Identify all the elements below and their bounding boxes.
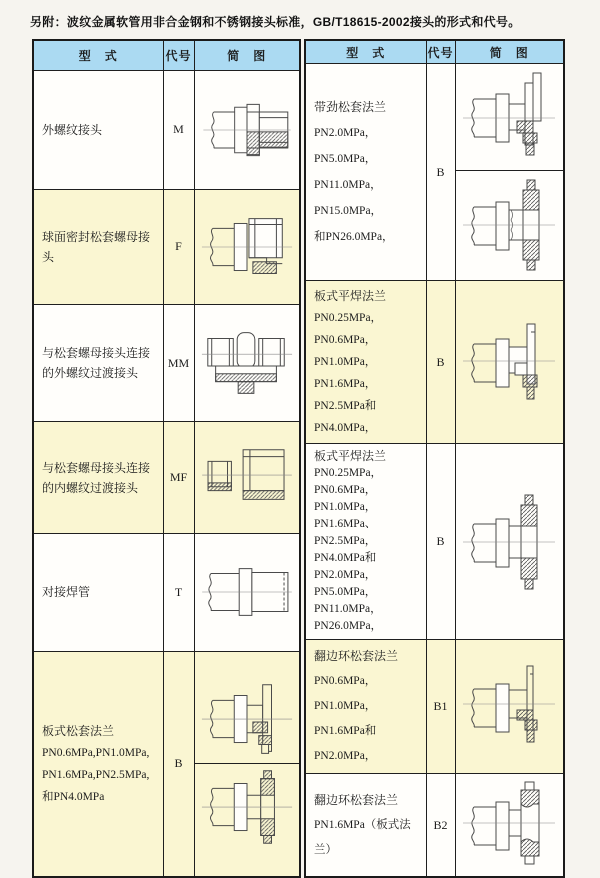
diagram-cell (455, 640, 564, 774)
right-fitting-table (304, 39, 565, 878)
table-row-f (33, 189, 300, 304)
type-cell: 与松套螺母接头连接的外螺纹过渡接头 (33, 304, 163, 422)
type-cell (305, 774, 426, 878)
table-row-t (33, 533, 300, 651)
type-cell (305, 640, 426, 774)
external-thread-transition-diagram (195, 324, 300, 402)
type-cell: 球面密封松套螺母接头 (33, 189, 163, 304)
type-lines: 带劲松套法兰 PN2.0MPa，PN5.0MPa， PN11.0MPa，PN15.0MPa， 和PN26.0MPa， (314, 100, 394, 243)
spherical-seal-nut-diagram (195, 208, 300, 286)
col-header-code: 代号 (426, 40, 455, 64)
diagram-cell (194, 304, 300, 422)
type-lines: 翻边环松套法兰 PN1.6MPa（板式法兰） (314, 792, 411, 856)
type-cell (33, 651, 163, 877)
diagram-cell (455, 64, 564, 281)
diagram-cell (194, 651, 300, 877)
table-row-plate-weld-flange (305, 281, 564, 444)
diagram-cell (194, 422, 300, 533)
diagram-cell (194, 70, 300, 189)
type-cell: 外螺纹接头 (33, 70, 163, 189)
plate-weld-flange-diagram (456, 312, 564, 412)
diagram-cell (455, 774, 564, 878)
lapped-ring-loose-flange-diagram (456, 655, 564, 758)
neck-loose-flange-section-diagram (456, 170, 564, 280)
code-cell: T (163, 533, 194, 651)
code-cell: MM (163, 304, 194, 422)
table-row-neck-flange (305, 64, 564, 281)
type-cell (305, 444, 426, 640)
col-header-code: 代号 (163, 40, 194, 70)
table-row-mm (33, 304, 300, 422)
table-row-mf (33, 422, 300, 533)
external-thread-fitting-diagram (195, 93, 300, 167)
internal-thread-transition-diagram (195, 440, 300, 516)
neck-loose-flange-diagram (456, 64, 564, 170)
code-cell: B (426, 281, 455, 444)
type-cell: 对接焊管 (33, 533, 163, 651)
plate-loose-flange-diagram (195, 676, 300, 763)
type-cell: 与松套螺母接头连接的内螺纹过渡接头 (33, 422, 163, 533)
butt-weld-pipe-diagram (195, 554, 300, 630)
code-cell: F (163, 189, 194, 304)
diagram-cell (455, 444, 564, 640)
diagram-cell (455, 281, 564, 444)
table-row-lapped-ring-b1 (305, 640, 564, 774)
col-header-diagram: 简 图 (194, 40, 300, 70)
table-row-lapped-ring-b2 (305, 774, 564, 878)
code-cell: B (426, 64, 455, 281)
type-lines: 板式松套法兰 PN0.6MPa,PN1.0MPa, PN1.6MPa,PN2.5MPa, 和PN4.0MPa (42, 723, 150, 803)
code-cell: B2 (426, 774, 455, 878)
header-row (305, 40, 564, 64)
lapped-ring-plate-flange-diagram (456, 774, 564, 876)
code-cell: MF (163, 422, 194, 533)
type-lines: 翻边环松套法兰 PN0.6MPa，PN1.0MPa， PN1.6MPa和PN2.0MPa， (314, 649, 399, 762)
code-cell: B (426, 444, 455, 640)
plate-weld-flange-section-diagram (456, 488, 564, 595)
page-title: 另附：波纹金属软管用非合金钢和不锈钢接头标准，GB/T18615-2002接头的形式和代号。 (30, 15, 521, 29)
fitting-tables (32, 39, 565, 878)
col-header-type: 型 式 (305, 40, 426, 64)
plate-loose-flange-section-diagram (195, 763, 300, 851)
diagram-cell (194, 533, 300, 651)
diagram-cell (194, 189, 300, 304)
header-row (33, 40, 300, 70)
col-header-diagram: 简 图 (455, 40, 564, 64)
type-lines: 板式平焊法兰 PN0.25MPa，PN0.6MPa， PN1.0MPa，PN1.6MPa， PN2.5MPa和PN4.0MPa， (314, 289, 387, 434)
table-row-b (33, 651, 300, 877)
type-cell (305, 281, 426, 444)
left-fitting-table (32, 39, 301, 878)
col-header-type: 型 式 (33, 40, 163, 70)
type-cell (305, 64, 426, 281)
code-cell: M (163, 70, 194, 189)
code-cell: B1 (426, 640, 455, 774)
table-row-m (33, 70, 300, 189)
code-cell: B (163, 651, 194, 877)
type-lines: 板式平焊法兰 PN0.25MPa，PN0.6MPa， PN1.0MPa，PN1.6MPa、 PN2.5MPa，PN4.0MPa和 PN2.0MPa，PN5.0MPa， PN11.0MPa，PN26.0MPa， (314, 449, 387, 632)
table-row-plate-weld-flange-2 (305, 444, 564, 640)
